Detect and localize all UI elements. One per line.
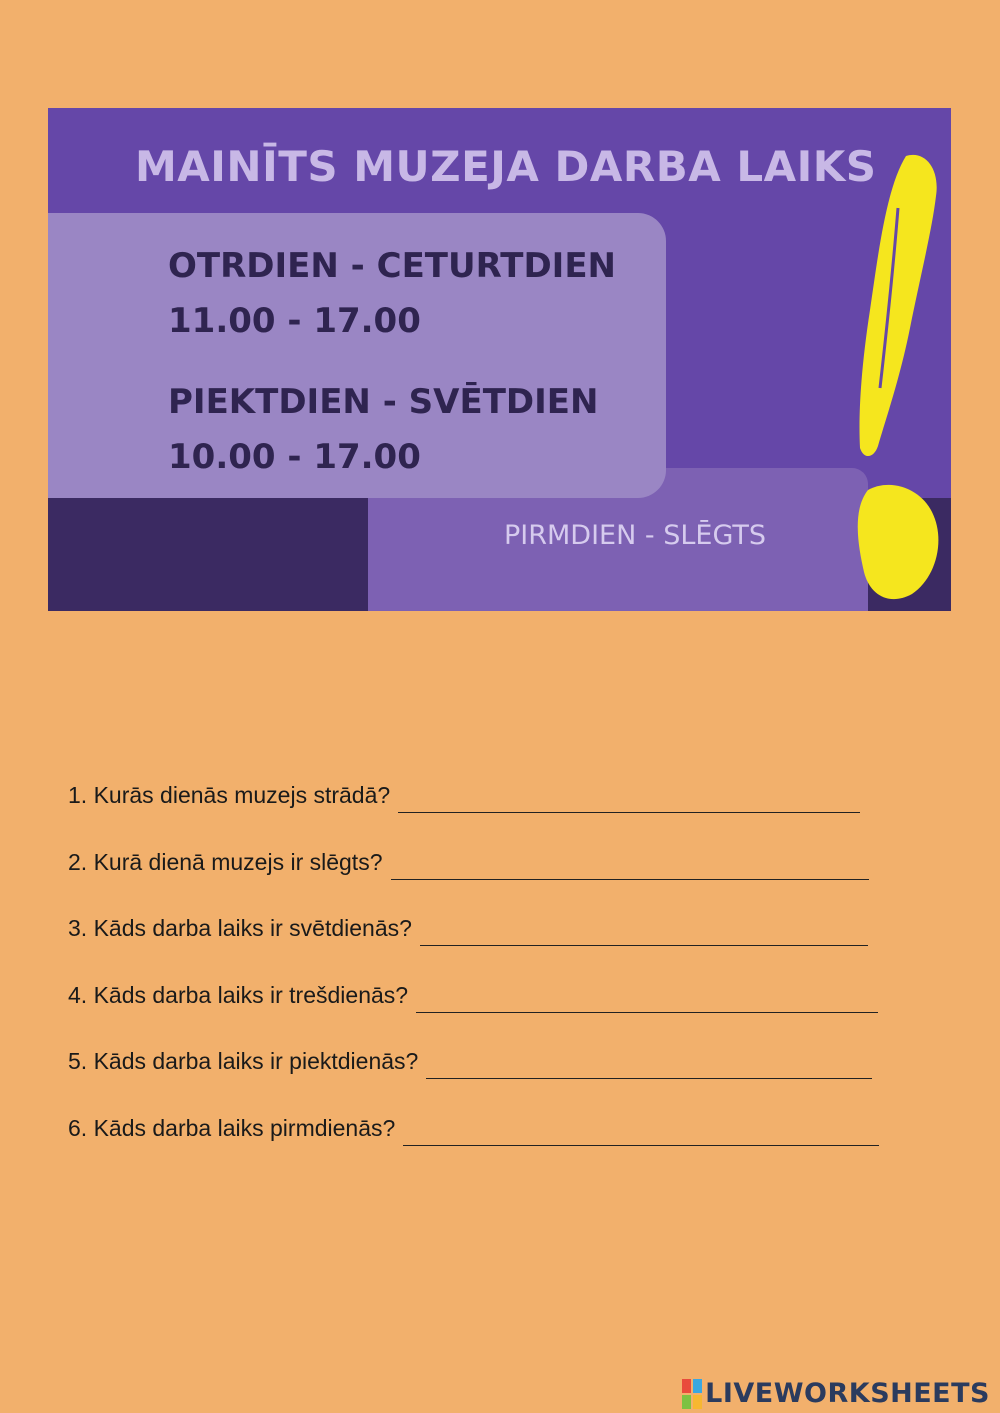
question-list bbox=[68, 782, 948, 1181]
question-text: 1. Kurās dienās muzejs strādā? bbox=[68, 782, 391, 808]
banner-title: MAINĪTS MUZEJA DARBA LAIKS bbox=[135, 142, 877, 191]
question-item bbox=[68, 782, 948, 849]
answer-line[interactable] bbox=[391, 849, 869, 880]
question-text: 6. Kāds darba laiks pirmdienās? bbox=[68, 1114, 396, 1141]
logo-text: LIVEWORKSHEETS bbox=[705, 1378, 990, 1409]
question-text: 3. Kāds darba laiks ir svētdienās? bbox=[68, 915, 412, 941]
closed-notice: PIRMDIEN - SLĒGTS bbox=[504, 520, 767, 551]
question-item bbox=[68, 982, 948, 1049]
question-text: 2. Kurā dienā muzejs ir slēgts? bbox=[68, 848, 383, 875]
answer-line[interactable] bbox=[426, 1048, 872, 1079]
question-item bbox=[68, 1115, 948, 1182]
schedule-hours-1: 11.00 - 17.00 bbox=[168, 301, 421, 341]
question-item bbox=[68, 849, 948, 916]
question-text: 4. Kāds darba laiks ir trešdienās? bbox=[68, 981, 409, 1008]
liveworksheets-logo bbox=[682, 1378, 990, 1409]
logo-blocks-icon bbox=[682, 1379, 702, 1409]
schedule-days-2: PIEKTDIEN - SVĒTDIEN bbox=[168, 382, 599, 422]
answer-line[interactable] bbox=[403, 1115, 879, 1146]
question-item bbox=[68, 915, 948, 982]
exclamation-mark-icon bbox=[828, 148, 951, 611]
museum-hours-banner bbox=[48, 108, 951, 611]
question-item bbox=[68, 1048, 948, 1115]
answer-line[interactable] bbox=[420, 915, 868, 946]
schedule-days-1: OTRDIEN - CETURTDIEN bbox=[168, 246, 616, 286]
answer-line[interactable] bbox=[398, 782, 860, 813]
schedule-hours-2: 10.00 - 17.00 bbox=[168, 437, 421, 477]
question-text: 5. Kāds darba laiks ir piektdienās? bbox=[68, 1048, 419, 1074]
answer-line[interactable] bbox=[416, 982, 878, 1013]
